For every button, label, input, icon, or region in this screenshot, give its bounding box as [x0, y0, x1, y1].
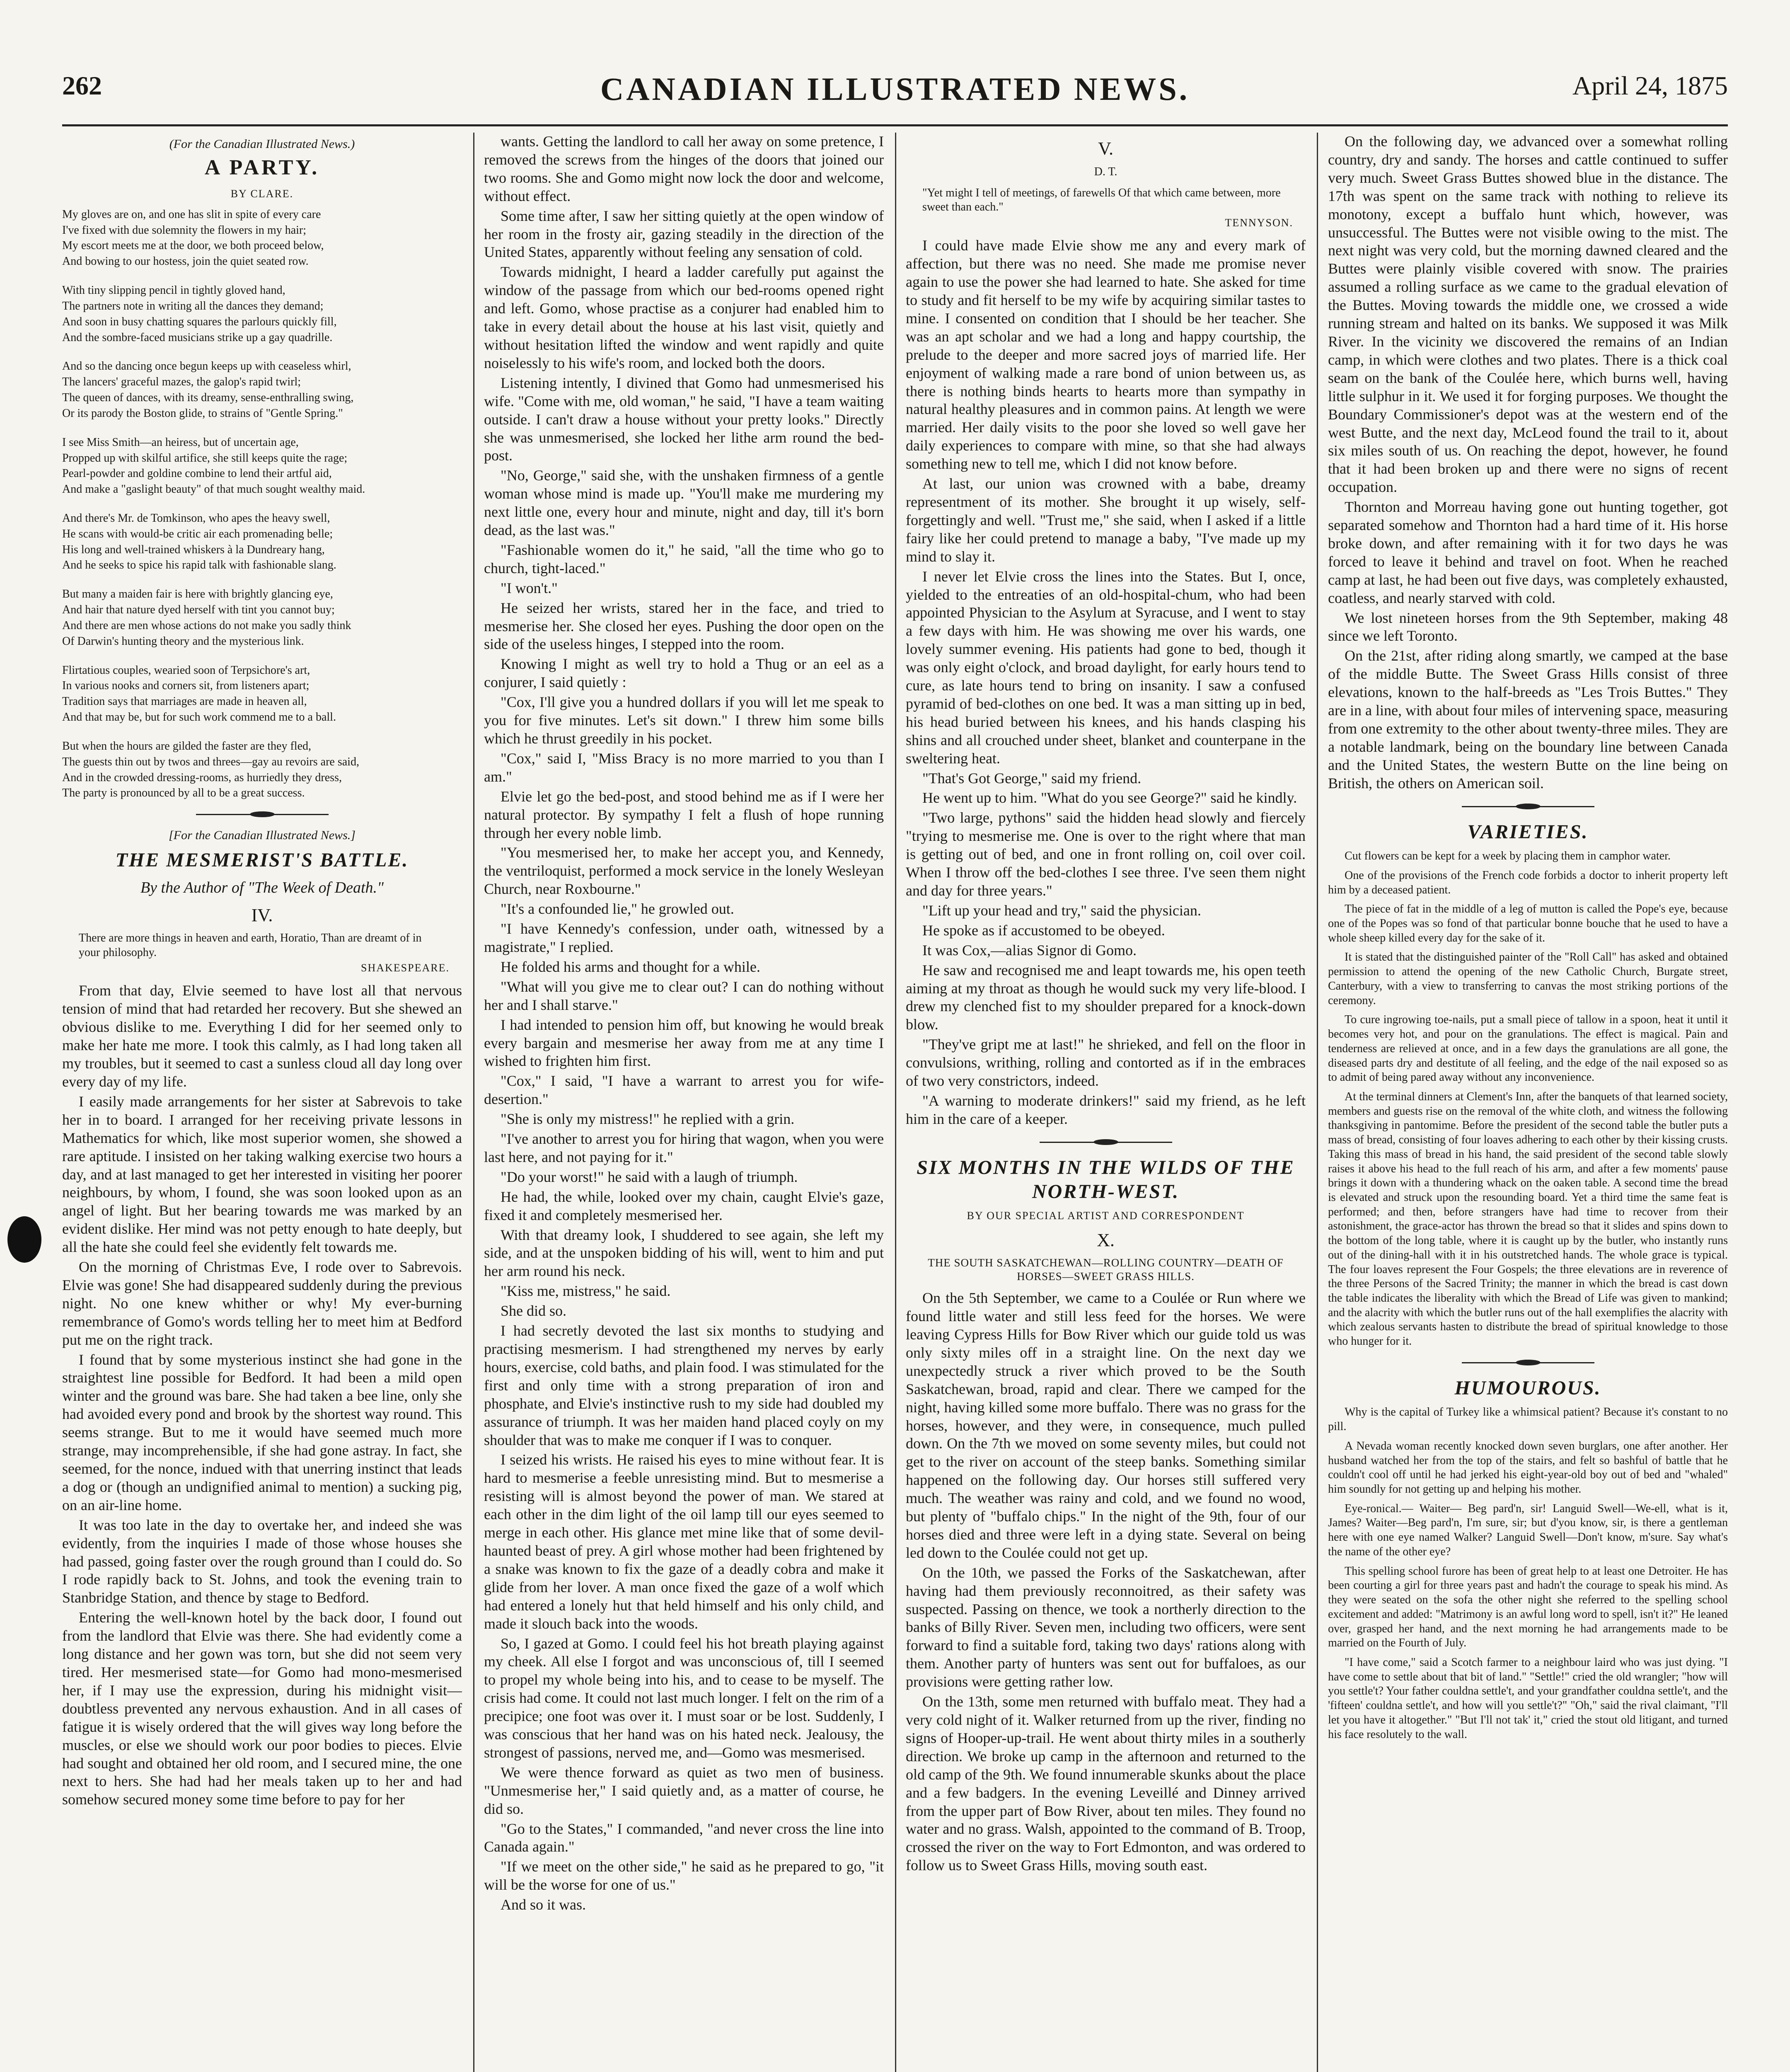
- poem-line: Or its parody the Boston glide, to strains of "Gentle Spring.": [62, 407, 343, 420]
- poem-line: I've fixed with due solemnity the flowers in my hair;: [62, 223, 307, 237]
- section-separator: [1462, 1360, 1594, 1365]
- series-paragraph: On the 21st, after riding along smartly, we camped at the base of the middle Butte. The Sweet Grass Hills consist of three elevations, known to the half-breeds as "Les Trois Buttes." They are in a line, with about four miles of intervening space, measuring from one extremity to the other about twenty-three miles. They are a notable landmark, being on the boundary line between Canada and the United States, the western Butte on the line being on British, the others on American soil.: [1328, 647, 1728, 792]
- poem-line: And make a "gaslight beauty" of that much sought wealthy maid.: [62, 483, 365, 496]
- epigraph-attribution: TENNYSON.: [1225, 216, 1293, 229]
- poem-credit: (For the Canadian Illustrated News.): [169, 137, 355, 151]
- poem-line: And there are men whose actions do not make you sadly think: [62, 619, 351, 632]
- column-rule: [895, 133, 896, 2072]
- story-paragraph: He spoke as if accustomed to be obeyed.: [922, 922, 1165, 939]
- poem-line: The lancers' graceful mazes, the galop's rapid twirl;: [62, 375, 301, 389]
- series-paragraphs: [1328, 133, 1728, 793]
- chapter-number: IV.: [251, 905, 273, 925]
- story-paragraph: "It's a confounded lie," he growled out.: [501, 900, 734, 917]
- poem-line: And that may be, but for such work commend me to a ball.: [62, 711, 336, 724]
- story-paragraph: I had intended to pension him off, but knowing he would break every bargain and mesmerise her away from me at any time I wished to frighten him first.: [484, 1016, 884, 1070]
- story-paragraph: Listening intently, I divined that Gomo had unmesmerised his wife. "Come with me, old woman," he said, "I have a team waiting outside. I can't draw a house without your pretty looks." Directly she was unmesmerised, she locked her lithe arm round the bed-post.: [484, 374, 884, 464]
- story-paragraph: He saw and recognised me and leapt towards me, his open teeth aiming at my throat as though he would suck my very life-blood. I drew my clenched fist to my shoulder prepared for a knock-down blow.: [906, 961, 1306, 1033]
- story-paragraph: I easily made arrangements for her sister at Sabrevois to take her in to board. I arranged for her receiving private lessons in Mathematics for which, like most superior women, she showed a rare aptitude. I insisted on her taking walking exercise two hours a day, and at last managed to get her interested in visiting her poorer neighbours, by whom, I found, she was soon looked upon as an angel of light. But her bearing towards me was marked by an evident dislike. Her mind was not petty enough to hate deeply, but all the hate she could feel she evidently felt towards me.: [62, 1093, 462, 1256]
- story-paragraph: Towards midnight, I heard a ladder carefully put against the window of the passage from which our bed-rooms opened right and left. Gomo, whose practise as a conjurer had enabled him to take in every detail about the house at his last visit, quietly and without hesitation lifted the window and went rapidly and quite noiselessly to his wife's room, and locked both the doors.: [484, 264, 884, 371]
- story-paragraph: "I won't.": [501, 579, 558, 596]
- story-paragraph: I never let Elvie cross the lines into the States. But I, once, yielded to the entreaties of an old-hospital-chum, who had been appointed Physician to the Asylum at Syracuse, and I went to stay a few days with him. He was showing me over his wards, one lovely summer evening. His patients had gone to bed, though it was only eight o'clock, and broad daylight, for early hours tend to cure, as late hours tend to bring on insanity. I saw a confused pyramid of bed-clothes on one bed. It was a man sitting up in bed, his head buried between his knees, and his hands clasping his shins and all crouched under sheet, blanket and counterpane in the sweltering heat.: [906, 568, 1306, 767]
- humourous-item: A Nevada woman recently knocked down seven burglars, one after another. Her husband watched her from the top of the stairs, and felt so bashful of battle that he couldn't cool off until he had jerked his eight-year-old boy out of bed and "whaled" him soundly for not getting up and helping his mother.: [1328, 1439, 1728, 1496]
- poem-line: Propped up with skilful artifice, she still keeps quite the rage;: [62, 451, 348, 465]
- column-2: [484, 133, 884, 2072]
- story-paragraph: At last, our union was crowned with a babe, dreamy representment of its mother. She brought it up wisely, self-forgettingly and well. "Trust me," she said, when I asked if a little fairy like her could pretend to manage a baby, "I've made up my mind to slay it.: [906, 475, 1306, 565]
- story-paragraph: "Kiss me, mistress," he said.: [501, 1283, 671, 1300]
- variety-item: At the terminal dinners at Clement's Inn, after the banquets of that learned society, members and guests rise on the removal of the white cloth, and witness the following thanksgiving in pantomime. Before the president of the second table the butler puts a mass of bread, consisting of four loaves adhering to each other by their kissing crusts. Taking this mass of bread in his hand, the said president of the second table slowly raises it above his head to the full reach of his arm, and after a few moments' pause brings it down with a thundering whack on the oaken table. A second time the bread is elevated and struck upon the resounding board. Yet a third time the same feat is performed; and then, before strangers have had time to recover from their astonishment, the grace-actor has thrown the bread so that it slides and spins down to the bottom of the long table, where it is caught up by the butler, who instantly runs out of the dining-hall with it in his outstretched hands. The whole grace is typical. The four loaves represent the Four Gospels; the three elevations are in reverence of the three Persons of the Sacred Trinity; the manner in which the bread is cast down the table indicates the liberality with which the Bread of Life was given to mankind; and the alacrity with which the butler runs out of the hall exemplifies the alacrity with which zealous servants hasten to distribute the bread of spiritual knowledge to those who hunger for it.: [1328, 1090, 1728, 1348]
- chapter-number: V.: [1098, 138, 1114, 159]
- story-paragraph: Elvie let go the bed-post, and stood behind me as if I were her natural protector. By sympathy I felt a flush of hope running through her every noble limb.: [484, 788, 884, 841]
- poem-line: But many a maiden fair is here with brightly glancing eye,: [62, 588, 333, 601]
- series-paragraph: On the 13th, some men returned with buffalo meat. They had a very cold night of it. Walker returned from up the river, finding no signs of Hooper-up-trail. He went about thirty miles in a southerly direction. We broke up camp in the afternoon and returned to the old camp of the 9th. We found innumerable skunks about the place and a few badgers. In the evening Leveillé and Dinney arrived from the upper part of Bow River, about ten miles. They found no water and no grass. Walsh, appointed to the command of B. Troop, crossed the river on the way to Fort Edmonton, and was ordered to follow us to Sweet Grass Hills, moving south east.: [906, 1693, 1306, 1874]
- story-paragraph: "A warning to moderate drinkers!" said my friend, as he left him in the care of a keeper.: [906, 1092, 1306, 1127]
- poem-body: [62, 207, 462, 801]
- poem-line: His long and well-trained whiskers à la Dundreary hang,: [62, 543, 325, 556]
- story-paragraph: She did so.: [501, 1302, 567, 1319]
- story-paragraph: "They've gript me at last!" he shrieked, and fell on the floor in convulsions, writhing, rolling and contorted as if in the embraces of two very constrictors, indeed.: [906, 1036, 1306, 1089]
- story-paragraph: "She is only my mistress!" he replied with a grin.: [501, 1111, 795, 1128]
- humourous-item: Why is the capital of Turkey like a whimsical patient? Because it's constant to no pill.: [1328, 1406, 1728, 1433]
- story-paragraph: "You mesmerised her, to make her accept you, and Kennedy, the ventriloquist, performed a mock service in the lonely Wesleyan Church, near Roxbourne.": [484, 844, 884, 898]
- story-paragraph: I found that by some mysterious instinct she had gone in the straightest line possible for Bedford. It had been a mild open winter and the ground was bare. She had taken a bee line, only she had avoided every pond and brook by the shortest way round. This seems strange. But to me it would have seemed much more strange, may incomprehensible, if she had gone astray. In fact, she seemed, for the nonce, indued with that unerring instinct that leads a dog or (though an undignified animal to mention) a sucking pig, on an air-line home.: [62, 1351, 462, 1513]
- story-title: THE MESMERIST'S BATTLE.: [115, 849, 409, 871]
- section-separator: [196, 811, 329, 817]
- story-paragraph: "Do your worst!" he said with a laugh of triumph.: [501, 1168, 798, 1185]
- poem-line: And so the dancing once begun keeps up with ceaseless whirl,: [62, 360, 351, 373]
- section-separator: [1040, 1139, 1172, 1145]
- story-paragraph: It was too late in the day to overtake her, and indeed she was evidently, from the inquiries I made of those whose houses she had passed, going faster over the rough ground than I could do. So I rode rapidly back to St. Johns, and took the evening train to Stanbridge Station, and thence by stage to Bedford.: [62, 1516, 462, 1606]
- story-paragraph: I could have made Elvie show me any and every mark of affection, but there was no need. She made me promise never again to use the power she had learned to hate. She asked for time to study and fit herself to be my wife by acquiring similar tastes to mine. I consented on condition that I should be her teacher. She was an apt scholar and we had a long and happy courtship, the prelude to the deeper and more sacred joys of married life. Her enjoyment of walking made a rare bond of union between us, as there is nothing binds hearts to hearts more than sympathy in natural healthy pleasures and in common pains. At length we were married. Her daily visits to the poor she loved so well gave her daily experiences to compare with mine, so that she had always something new to tell me, which I did not know before.: [906, 237, 1306, 472]
- poem-line: Flirtatious couples, wearied soon of Terpsichore's art,: [62, 663, 310, 677]
- story-paragraph: "I've another to arrest you for hiring that wagon, when you were last here, and not paying for it.": [484, 1130, 884, 1165]
- variety-item: To cure ingrowing toe-nails, put a small piece of tallow in a spoon, heat it until it becomes very hot, and pour on the granulations. The effect is magical. Pain and tenderness are relieved at once, and in a few days the granulations are all gone, the diseased parts dry and destitute of all feeling, and the edge of the nail exposed so as to admit of being pared away without any inconvenience.: [1328, 1013, 1728, 1084]
- series-paragraph: We lost nineteen horses from the 9th September, making 48 since we left Toronto.: [1328, 609, 1728, 644]
- poem-byline: BY CLARE.: [230, 188, 294, 200]
- newspaper-title: CANADIAN ILLUSTRATED NEWS.: [600, 71, 1190, 107]
- story-paragraph: "I have Kennedy's confession, under oath, witnessed by a magistrate," I replied.: [484, 920, 884, 955]
- poem-line: And hair that nature dyed herself with tint you cannot buy;: [62, 603, 335, 617]
- story-paragraph: From that day, Elvie seemed to have lost all that nervous tension of mind that had retarded her recovery. But she shewed an obvious dislike to me. Everything I did for her seemed only to make her hate me more. I took this calmly, as I had long taken all my troubles, but it seemed to cast a sunless cloud all day long over every day of my life.: [62, 982, 462, 1090]
- humourous-heading: HUMOUROUS.: [1454, 1377, 1601, 1399]
- story-paragraph: He folded his arms and thought for a while.: [501, 958, 760, 975]
- story-paragraph: Knowing I might as well try to hold a Thug or an eel as a conjurer, I said quietly :: [484, 656, 884, 691]
- story-paragraph: With that dreamy look, I shuddered to see again, she left my side, and at the unspoken bidding of his will, went to him and put her arm round his neck.: [484, 1226, 884, 1280]
- poem-line: Tradition says that marriages are made in heaven all,: [62, 695, 307, 708]
- series-title: SIX MONTHS IN THE WILDS OF THE NORTH-WEST.: [917, 1156, 1295, 1203]
- story-paragraph: "Two large, pythons" said the hidden head slowly and fiercely "trying to mesmerise me. One is over to the right where that man is getting out of bed, and one in front rolling on, coil over coil. When I throw off the bed-clothes I see three. I've seen them night and day for three years.": [906, 809, 1306, 899]
- story-paragraph: He went up to him. "What do you see George?" said he kindly.: [922, 789, 1297, 806]
- story-paragraph: "If we meet on the other side," he said as he prepared to go, "it will be the worse for one of us.": [484, 1858, 884, 1893]
- series-byline: BY OUR SPECIAL ARTIST AND CORRESPONDENT: [967, 1209, 1245, 1222]
- page-columns: [62, 133, 1728, 2072]
- column-4: [1328, 133, 1728, 2072]
- epigraph: "Yet might I tell of meetings, of farewells Of that which came between, more sweet than each.": [922, 186, 1281, 214]
- poem-line: But when the hours are gilded the faster are they fled,: [62, 739, 312, 753]
- poem-line: The partners note in writing all the dances they demand;: [62, 299, 324, 312]
- story-paragraph: And so it was.: [501, 1896, 586, 1913]
- story-paragraph: "Fashionable women do it," he said, "all the time who go to church, tight-laced.": [484, 541, 884, 576]
- varieties-heading: VARIETIES.: [1467, 821, 1589, 843]
- series-paragraph: On the following day, we advanced over a somewhat rolling country, dry and sandy. The horses and cattle continued to suffer very much. Sweet Grass Buttes showed blue in the distance. The 17th was spent on the same track with nothing to relieve its monotony, except a buffalo hunt which, however, was unsuccessful. The Buttes were not visible owing to the mist. The next night was very cold, but the morning dawned cleared and the Buttes were plainly visible covered with snow. The prairies assumed a rolling surface as we came to the gradual elevation of the Buttes. Moving towards the middle one, we crossed a wide running stream and halted on its banks. We supposed it was Milk River. In the vicinity we discovered the remains of an Indian camp, in which were clothes and two plates. There is a thick coal seam on the bank of the Coulée here, which burns well, having little sulphur in it. We used it for forging purposes. We thought the Boundary Commissioner's depot was at the western end of the west Butte, and the next day, McLeod found the trail to it, about six miles south of us. On reaching the depot, however, he found that it had been broken up and there were no signs of recent occupation.: [1328, 133, 1728, 496]
- story-author: By the Author of "The Week of Death.": [140, 879, 384, 897]
- story-paragraph: "No, George," said she, with the unshaken firmness of a gentle woman whose mind is made up. "You'll make me murdering my next little one, every hour and minute, night and day, till it's born dead, as the last was.": [484, 467, 884, 539]
- story-paragraph: "Cox," I said, "I have a warrant to arrest you for wife-desertion.": [484, 1072, 884, 1108]
- variety-item: It is stated that the distinguished painter of the "Roll Call" has asked and obtained permission to attend the opening of the new Catholic Church, Burgate street, Canterbury, with a view to transferring to canvas the most striking portions of the ceremony.: [1328, 951, 1728, 1007]
- humourous-items: [1328, 1405, 1728, 1742]
- masthead: [62, 62, 1728, 126]
- poem-line: Of Darwin's hunting theory and the mysterious link.: [62, 634, 304, 648]
- story-paragraph: "Cox," said I, "Miss Bracy is no more married to you than I am.": [484, 750, 884, 785]
- story-paragraph: So, I gazed at Gomo. I could feel his hot breath playing against my cheek. All else I forgot and was unconscious of, till I seemed to propel my whole being into his, and to cease to be myself. The crisis had come. It could not last much longer. I felt on the rim of a precipice; one foot was over it. I must soar or be lost. Suddenly, I was conscious that her hand was on his hated neck. Jealousy, the strongest of passions, nerved me, and—Gomo was mesmerised.: [484, 1635, 884, 1761]
- series-paragraphs: [906, 1289, 1306, 1875]
- series-paragraph: On the 10th, we passed the Forks of the Saskatchewan, after having had them previously reconnoitred, as their safety was suspected. Passing on thence, we took a northerly direction to the banks of Billy River. Seven men, including two officers, were sent forward to find a suitable ford, taking two days' rations along with them. Another party of hunters was sent out for buffaloes, as our provisions were getting rather low.: [906, 1564, 1306, 1690]
- poem-line: Pearl-powder and goldine combine to lend their artful aid,: [62, 467, 332, 480]
- story-paragraph: "What will you give me to clear out? I can do nothing without her and I shall starve.": [484, 978, 884, 1013]
- series-subtitle: THE SOUTH SASKATCHEWAN—ROLLING COUNTRY—DEATH OF HORSES—SWEET GRASS HILLS.: [928, 1256, 1284, 1283]
- epigraph: There are more things in heaven and earth, Horatio, Than are dreamt of in your philosophy.: [79, 932, 422, 959]
- story-paragraph: wants. Getting the landlord to call her away on some pretence, I removed the screws from the hinges of the doors that joined our two rooms. She and Gomo might now lock the door and welcome, without effect.: [484, 133, 884, 204]
- story-credit: [For the Canadian Illustrated News.]: [169, 828, 356, 842]
- binding-hole: [7, 1216, 41, 1263]
- epigraph-attribution: SHAKESPEARE.: [361, 961, 450, 974]
- series-paragraph: On the 5th September, we came to a Coulée or Run where we found little water and still less feed for the horses. We were leaving Cypress Hills for Bow River which our guide told us was only sixty miles off in a straight line. On the next day we unexpectedly struck a river which proved to be the South Saskatchewan, broad, rapid and clear. There we camped for the night, having killed some more buffalo. There was no grass for the horses, however, and they were, in consequence, much pulled down. On the 7th we moved on some seventy miles, but could not get to the river on account of the steep banks. Something similar happened on the following day. Our horses still suffered very much. The weather was rainy and cold, and we found no wood, but plenty of "buffalo chips." In the night of the 9th, four of our horses died and three were left in a dying state. Several on being led down to the Coulée could not get up.: [906, 1290, 1306, 1561]
- poem-line: With tiny slipping pencil in tightly gloved hand,: [62, 284, 285, 297]
- poem-line: And he seeks to spice his rapid talk with fashionable slang.: [62, 559, 336, 572]
- story-paragraph: It was Cox,—alias Signor di Gomo.: [922, 942, 1137, 959]
- column-1: [62, 133, 462, 2072]
- variety-item: The piece of fat in the middle of a leg of mutton is called the Pope's eye, because one of the Popes was so fond of that particular bonne bouche that he used to have a whole sheep killed every day for the sake of it.: [1328, 903, 1728, 944]
- page-number: 262: [62, 71, 102, 100]
- story-paragraph: We were thence forward as quiet as two men of business. "Unmesmerise her," I said quietly and, as a matter of course, he did so.: [484, 1764, 884, 1817]
- poem-line: And soon in busy chatting squares the parlours quickly fill,: [62, 315, 337, 328]
- column-rule: [473, 133, 474, 2072]
- poem-line: The guests thin out by twos and threes—gay au revoirs are said,: [62, 755, 359, 768]
- story-paragraphs: [906, 237, 1306, 1128]
- story-paragraph: "That's Got George," said my friend.: [922, 770, 1142, 787]
- issue-date: April 24, 1875: [1572, 71, 1728, 100]
- humourous-item: Eye-ronical.— Waiter— Beg pard'n, sir! Languid Swell—We-ell, what is it, James? Waiter—Beg pard'n, I'm sure, sir; but d'you know, sir, is there a gentleman here with one eye named Walker? Languid Swell—Don't know, m'sure. Say what's the name of the other eye?: [1328, 1502, 1728, 1558]
- section-separator: [1462, 804, 1594, 809]
- story-paragraphs: [484, 133, 884, 1914]
- story-paragraph: Some time after, I saw her sitting quietly at the open window of her room in the frosty air, gazing steadily in the direction of the United States, apparently without feeling any sensation of cold.: [484, 207, 884, 261]
- story-paragraph: I seized his wrists. He raised his eyes to mine without fear. It is hard to mesmerise a feeble unresisting mind. But to mesmerise a resisting will is almost beyond the power of man. We stared at each other in the dim light of the oil lamp till our eyes seemed to merge in each other. His glance met mine like that of some devil-haunted beast of prey. A girl whose mother had been frightened by a snake was known to fix the gaze of a deadly cobra and make it glide from her lover. A man once fixed the gaze of a wolf which had entered a lonely hut that held himself and his only child, and made it slouch back into the woods.: [484, 1451, 884, 1632]
- story-paragraph: I had secretly devoted the last six months to studying and practising mesmerism. I had strengthened my nerves by early hours, exercise, cold baths, and plain food. I was stimulated for the first and only time with a strong preparation of iron and phosphate, and Elvie's instinctive rush to my side had doubled my assurance of triumph. It was her maiden hand placed coyly on my shoulder that was to make me conquer if I was to conquer.: [484, 1322, 884, 1448]
- column-rule: [1317, 133, 1318, 2072]
- series-paragraph: Thornton and Morreau having gone out hunting together, got separated somehow and Thornton had a hard time of it. His horse broke down, and after remaining with it for two days he was forced to leave it behind and travel on foot. When he reached camp at last, he had been out five days, was completely exhausted, coatless, and nearly starved with cold.: [1328, 499, 1728, 606]
- poem-line: In various nooks and corners sit, from listeners apart;: [62, 679, 310, 692]
- column-3: [906, 133, 1306, 2072]
- poem-line: The party is pronounced by all to be a great success.: [62, 787, 305, 800]
- story-paragraphs: [62, 982, 462, 1809]
- humourous-item: This spelling school furore has been of great help to at least one Detroiter. He has been courting a girl for three years past and hadn't the courage to speak his mind. As they were seated on the sofa the other night she referred to the spelling school excitement and added: "Matrimony is an awful long word to spell, isn't it?" He leaned over, grasped her hand, and the next morning he had arrangements made to be married on the Fourth of July.: [1328, 1564, 1728, 1650]
- story-paragraph: "Lift up your head and try," said the physician.: [922, 902, 1201, 919]
- poem-line: And there's Mr. de Tomkinson, who apes the heavy swell,: [62, 512, 330, 525]
- story-paragraph: On the morning of Christmas Eve, I rode over to Sabrevois. Elvie was gone! She had disappeared suddenly during the previous night. No one knew whither or why! My ever-burning remembrance of Gomo's words telling her to meet him at Bedford put me on the right track.: [62, 1259, 462, 1348]
- story-paragraph: He had, the while, looked over my chain, caught Elvie's gaze, fixed it and completely mesmerised her.: [484, 1188, 884, 1223]
- story-paragraph: "Go to the States," I commanded, "and never cross the line into Canada again.": [484, 1820, 884, 1855]
- variety-item: Cut flowers can be kept for a week by placing them in camphor water.: [1345, 850, 1671, 863]
- poem-line: And bowing to our hostess, join the quiet seated row.: [62, 255, 309, 268]
- story-paragraph: "Cox, I'll give you a hundred dollars if you will let me speak to you for five minutes. Let's sit down." I threw him some bills which he thrust greedily in his pocket.: [484, 694, 884, 747]
- story-paragraph: Entering the well-known hotel by the back door, I found out from the landlord that Elvie was there. She had evidently come a long distance and her gown was torn, but she did not seem very tired. Her mesmerised state—for Gomo had mono-mesmerised her, if I may use the expression, during his midnight visit—doubtless prevented any nervous exhaustion. And in all cases of fatigue it is wisely ordered that the will gives way long before the muscles, or else we should work our poor bodies to pieces. Elvie had sought and obtained her old room, and I secured mine, the one next to hers. She had had her meals taken up to her and had somehow secured money some time before to pay for her: [62, 1609, 462, 1808]
- varieties-items: [1328, 849, 1728, 1349]
- variety-item: One of the provisions of the French code forbids a doctor to inherit property left him by a deceased patient.: [1328, 869, 1728, 896]
- poem-line: The queen of dances, with its dreamy, sense-enthralling swing,: [62, 391, 354, 404]
- poem-line: And the sombre-faced musicians strike up a gay quadrille.: [62, 331, 333, 344]
- poem-line: He scans with would-be critic air each promenading belle;: [62, 527, 333, 540]
- chapter-initials: D. T.: [1094, 165, 1118, 178]
- humourous-item: "I have come," said a Scotch farmer to a neighbour laird who was just dying. "I have come to settle about that bit of land." "Settle!" cried the old wrangler; "how will you settle't? Your father couldna settle't, and your grandfather couldna settle't, and the 'fifteen' couldna settle't, and how will you settle't?" "Oh," said the rival claimant, "I'll let you have it altogether." "But I'll not tak' it," cried the stout old litigant, and turned his face resolutely to the wall.: [1328, 1656, 1728, 1741]
- poem-line: My gloves are on, and one has slit in spite of every care: [62, 208, 321, 221]
- series-chapter: X.: [1097, 1230, 1115, 1250]
- poem-line: I see Miss Smith—an heiress, but of uncertain age,: [62, 436, 299, 449]
- story-paragraph: He seized her wrists, stared her in the face, and tried to mesmerise her. She closed her eyes. Pushing the door open on the side of the useless hinges, I stepped into the room.: [484, 599, 884, 653]
- poem-title: A PARTY.: [204, 155, 320, 179]
- poem-line: And in the crowded dressing-rooms, as hurriedly they dress,: [62, 771, 342, 784]
- poem-line: My escort meets me at the door, we both proceed below,: [62, 239, 324, 252]
